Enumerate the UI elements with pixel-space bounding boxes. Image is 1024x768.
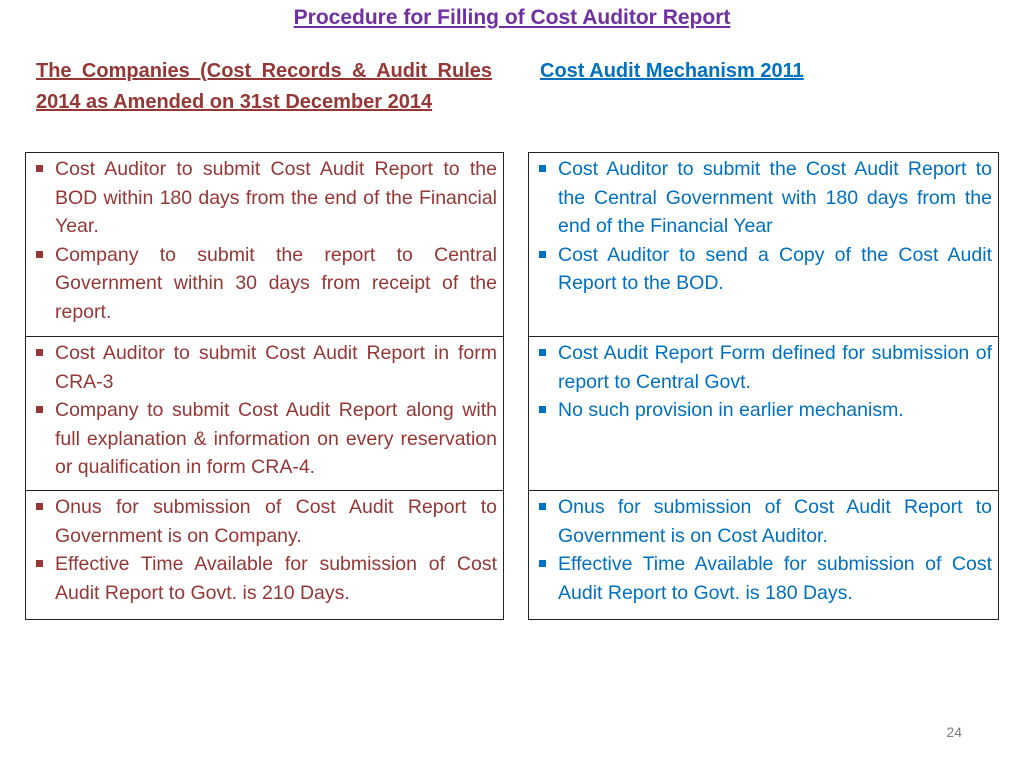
square-bullet-icon <box>539 165 546 172</box>
square-bullet-icon <box>539 349 546 356</box>
right-column-heading: Cost Audit Mechanism 2011 <box>540 60 804 82</box>
list-item: Company to submit Cost Audit Report along with full explanation & information on every reservation or qualification in form CRA-4. <box>36 396 497 482</box>
page-number: 24 <box>946 724 962 740</box>
row-3-right-box <box>528 490 999 620</box>
list-item: Onus for submission of Cost Audit Report to Government is on Cost Auditor. <box>539 493 992 550</box>
square-bullet-icon <box>36 251 43 258</box>
square-bullet-icon <box>539 560 546 567</box>
list-item: Cost Audit Report Form defined for submission of report to Central Govt. <box>539 339 992 396</box>
square-bullet-icon <box>539 503 546 510</box>
left-column-heading: The Companies (Cost Records & Audit Rules 2014 as Amended on 31st December 2014 <box>36 60 492 113</box>
row-3-left-box <box>25 490 504 620</box>
square-bullet-icon <box>36 165 43 172</box>
list-item: Effective Time Available for submission of Cost Audit Report to Govt. is 210 Days. <box>36 550 497 607</box>
list-item: No such provision in earlier mechanism. <box>539 396 992 425</box>
list-item: Onus for submission of Cost Audit Report to Government is on Company. <box>36 493 497 550</box>
list-item: Company to submit the report to Central Government within 30 days from receipt of the report. <box>36 241 497 327</box>
list-item: Cost Auditor to submit Cost Audit Report in form CRA-3 <box>36 339 497 396</box>
square-bullet-icon <box>36 503 43 510</box>
list-item: Cost Auditor to submit the Cost Audit Report to the Central Government with 180 days from the end of the Financial Year <box>539 155 992 241</box>
page-title: Procedure for Filling of Cost Auditor Report <box>293 6 731 29</box>
square-bullet-icon <box>36 349 43 356</box>
square-bullet-icon <box>36 406 43 413</box>
list-item: Effective Time Available for submission of Cost Audit Report to Govt. is 180 Days. <box>539 550 992 607</box>
square-bullet-icon <box>539 406 546 413</box>
row-1-left-box <box>25 152 504 337</box>
row-2-right-box <box>528 336 999 491</box>
square-bullet-icon <box>36 560 43 567</box>
list-item: Cost Auditor to send a Copy of the Cost Audit Report to the BOD. <box>539 241 992 298</box>
row-1-right-box <box>528 152 999 337</box>
row-2-left-box <box>25 336 504 491</box>
square-bullet-icon <box>539 251 546 258</box>
list-item: Cost Auditor to submit Cost Audit Report to the BOD within 180 days from the end of the Financial Year. <box>36 155 497 241</box>
